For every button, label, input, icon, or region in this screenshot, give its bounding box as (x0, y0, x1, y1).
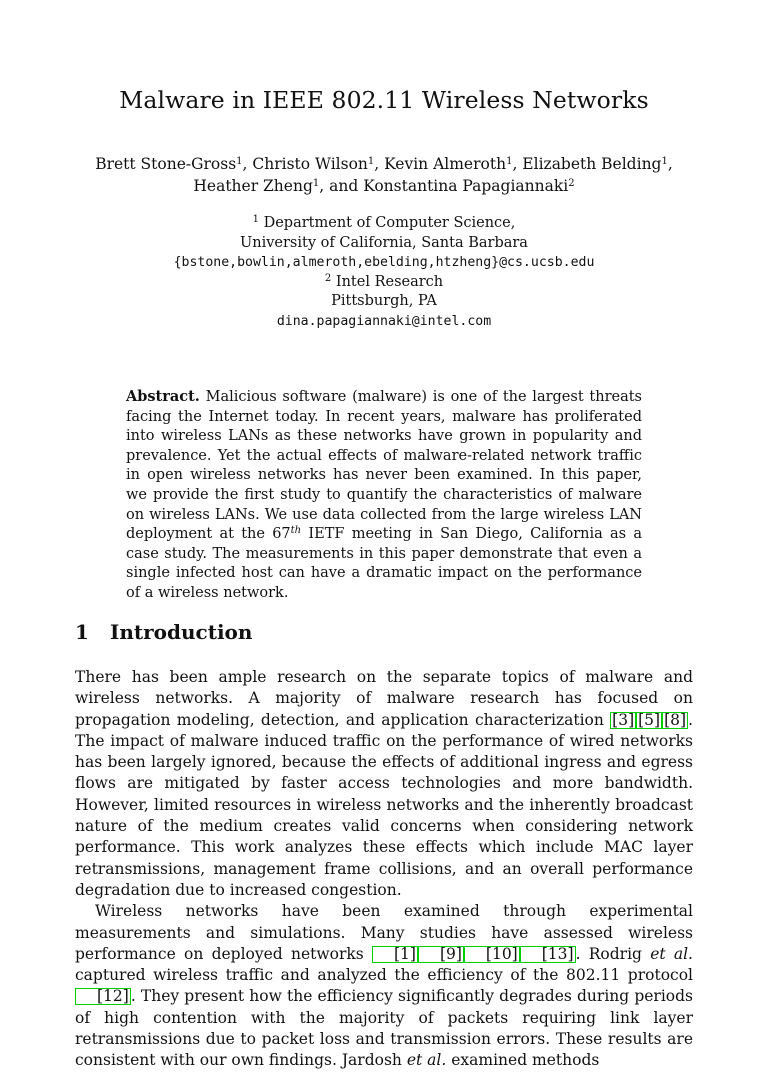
affiliation-1-email: {bstone,bowlin,almeroth,ebelding,htzheng}@cs.ucsb.edu (173, 255, 595, 271)
abstract: Abstract. Malicious software (malware) is one of the largest threats facing the Internet today. In recent years, malware has proliferated into wireless LANs as these networks have grown in popularity and prevalence. Yet the actual effects of malware-related network traffic in open wireless networks has never been examined. In this paper, we provide the first study to quantify the characteristics of malware on wireless LANs. We use data collected from the large wireless LAN deployment at the 67th IETF meeting in San Diego, California as a case study. The measurements in this paper demonstrate that even a single infected host can have a dramatic impact on the performance of a wireless network. (126, 388, 642, 601)
citation-link[interactable]: [10] (464, 946, 520, 963)
section-number: 1 (75, 620, 89, 644)
author: Brett Stone-Gross$^1$ (95, 155, 243, 173)
section-body (75, 667, 693, 1072)
author: Konstantina Papagiannaki$^2$ (363, 177, 575, 195)
section-title: Introduction (110, 620, 253, 644)
affiliations (0, 214, 768, 332)
citation-link[interactable]: [1] (372, 946, 418, 963)
affiliation-2-city: Pittsburgh, PA (331, 293, 437, 310)
section-heading (75, 618, 252, 646)
author: Elizabeth Belding$^1$ (522, 155, 668, 173)
author: Kevin Almeroth$^1$ (384, 155, 513, 173)
paper-title: Malware in IEEE 802.11 Wireless Networks (119, 86, 649, 114)
citation-link[interactable]: [13] (520, 946, 576, 963)
author: Christo Wilson$^1$ (252, 155, 375, 173)
citation-link[interactable]: [8] (664, 710, 687, 729)
citation-link[interactable]: [12] (75, 988, 131, 1005)
author-line-1: Brett Stone-Gross$^1$, Christo Wilson$^1$, Kevin Almeroth$^1$, Elizabeth Belding$^1$, (95, 155, 673, 173)
abstract-label: Abstract. (126, 388, 200, 405)
citation-link[interactable]: [3] (612, 710, 635, 729)
citation-link[interactable]: [9] (418, 946, 464, 963)
affiliation-1-dept: $^1$ Department of Computer Science, (252, 214, 516, 231)
citation-link[interactable]: [5] (638, 710, 661, 729)
affiliation-2-org: $^2$ Intel Research (324, 272, 444, 290)
author-list (0, 153, 768, 197)
paragraph: Wireless networks have been examined through experimental measurements and simulations. Many studies have assessed wireless performance on deployed networks [1] [9] [10] [13] . Rodrig et al. captured wireless traffic and analyzed the efficiency of the 802.11 protocol [12] . They present how the efficiency significantly degrades during periods of high contention with the majority of packets requiring link layer retransmissions due to packet loss and transmission errors. These results are consistent with our own findings. Jardosh et al. examined methods (75, 902, 693, 1070)
affiliation-2-email: dina.papagiannaki@intel.com (276, 313, 492, 329)
affiliation-1-univ: University of California, Santa Barbara (240, 234, 528, 251)
author: Heather Zheng$^1$ (193, 177, 320, 195)
abstract-text: Malicious software (malware) is one of the largest threats facing the Internet today. In recent years, malware has proliferated into wireless LANs as these networks have grown in popularity and prevalence. Yet the actual effects of malware-related network traffic in open wireless networks has never been examined. In this paper, we provide the first study to quantify the characteristics of malware on wireless LANs. We use data collected from the large wireless LAN deployment at the 67 (126, 389, 642, 543)
paragraph: There has been ample research on the separate topics of malware and wireless networks. A majority of malware research has focused on propagation modeling, detection, and application characterization [3] [5] [8] . The impact of malware induced traffic on the performance of wired networks has been largely ignored, because the effects of additional ingress and egress flows are mitigated by faster access technologies and more bandwidth. However, limited resources in wireless networks and the inherently broadcast nature of the medium creates valid concerns when considering network performance. This work analyzes these effects which include MAC layer retransmissions, management frame collisions, and an overall performance degradation due to increased congestion. (75, 668, 693, 899)
author-line-2: Heather Zheng$^1$, and Konstantina Papagiannaki$^2$ (193, 177, 575, 195)
